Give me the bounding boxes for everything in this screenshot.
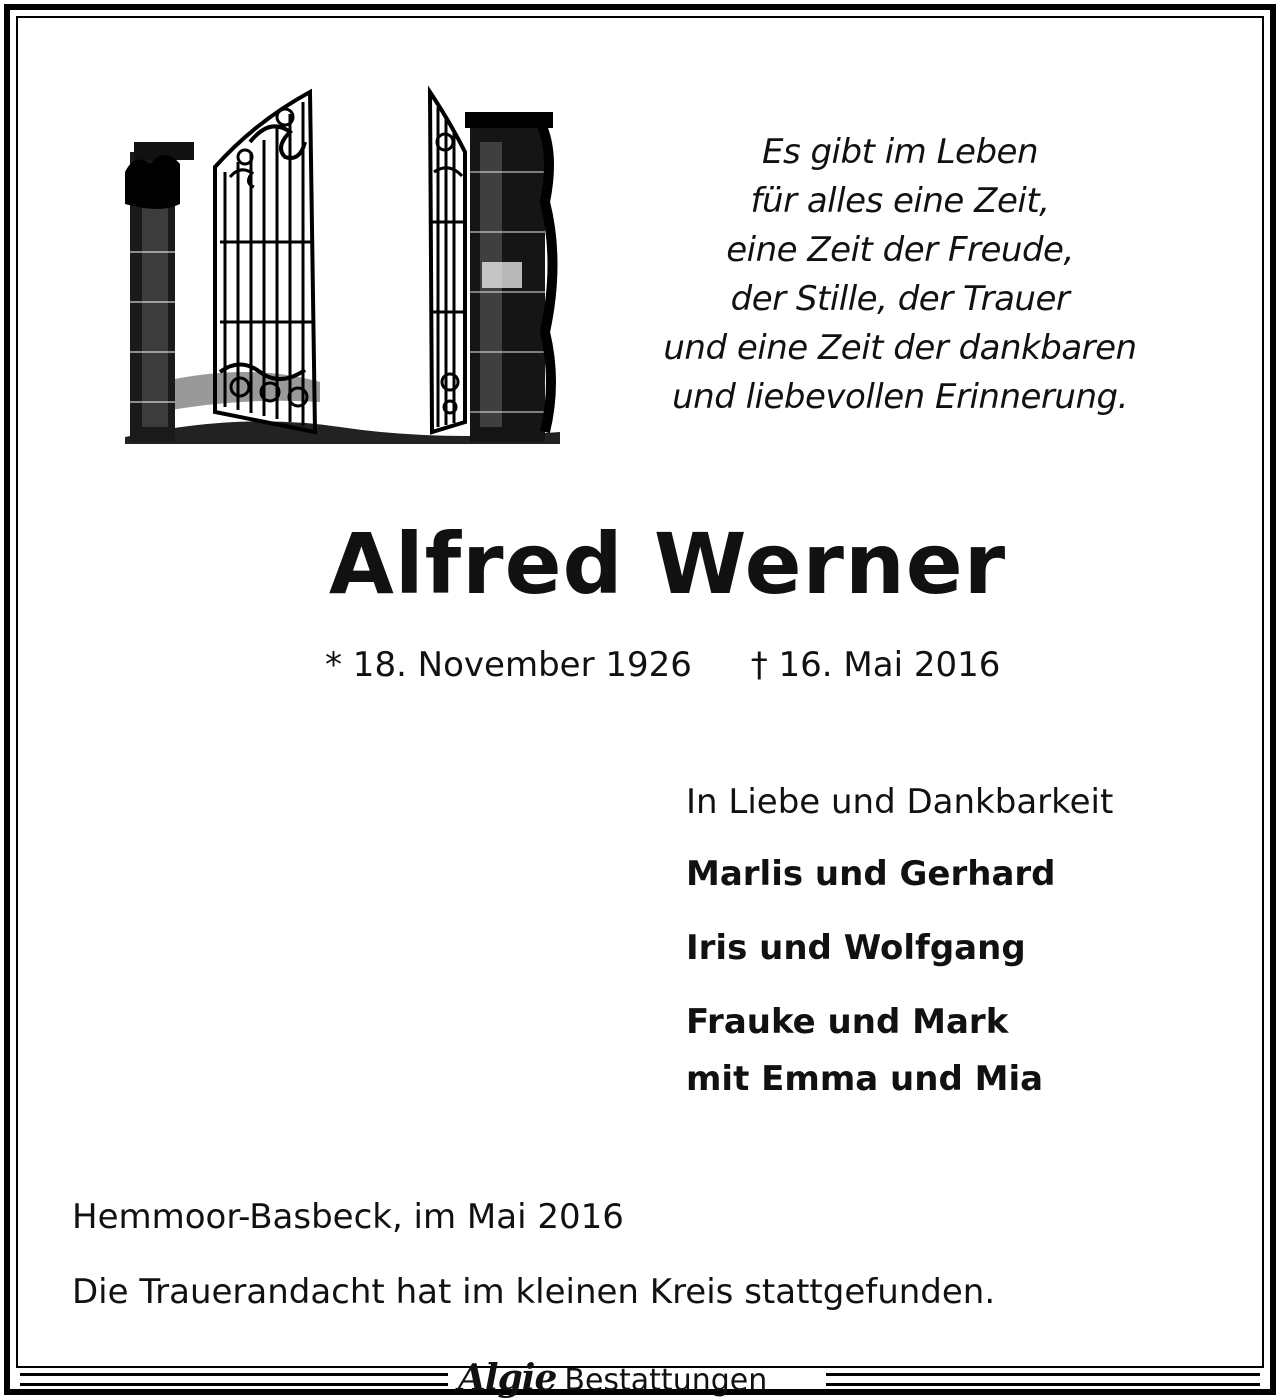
mourners-block [686, 782, 1113, 1105]
funeral-home-brand [458, 1357, 767, 1399]
poem-line: eine Zeit der Freude, [726, 230, 1074, 270]
place-date: Hemmoor-Basbeck, im Mai 2016 [72, 1197, 624, 1237]
funeral-notice: Die Trauerandacht hat im kleinen Kreis stattgefunden. [72, 1272, 996, 1312]
mourners-intro: In Liebe und Dankbarkeit [686, 782, 1114, 822]
poem-line: für alles eine Zeit, [750, 181, 1050, 221]
funeral-home-logo: Algie [458, 1357, 557, 1399]
footer [0, 1355, 1280, 1399]
poem-line: und eine Zeit der dankbaren [663, 328, 1137, 368]
poem-line: der Stille, der Trauer [730, 279, 1070, 319]
family-line: mit Emma und Mia [686, 1059, 1044, 1099]
poem-line: Es gibt im Leben [761, 132, 1039, 172]
family-line: Frauke und Mark [686, 1002, 1009, 1042]
poem [600, 128, 1200, 422]
funeral-home-suffix: Bestattungen [564, 1363, 768, 1398]
family-line: Iris und Wolfgang [686, 928, 1026, 968]
garden-gate-illustration [120, 82, 565, 452]
death-date: † 16. Mai 2016 [750, 645, 1001, 685]
footer-rule-left [20, 1373, 448, 1386]
deceased-name: Alfred Werner [328, 515, 1007, 613]
footer-rule-right [826, 1373, 1260, 1386]
family-line: Marlis und Gerhard [686, 854, 1056, 894]
poem-line: und liebevollen Erinnerung. [672, 377, 1128, 417]
birth-date: * 18. November 1926 [325, 645, 692, 685]
life-dates [325, 645, 1000, 685]
